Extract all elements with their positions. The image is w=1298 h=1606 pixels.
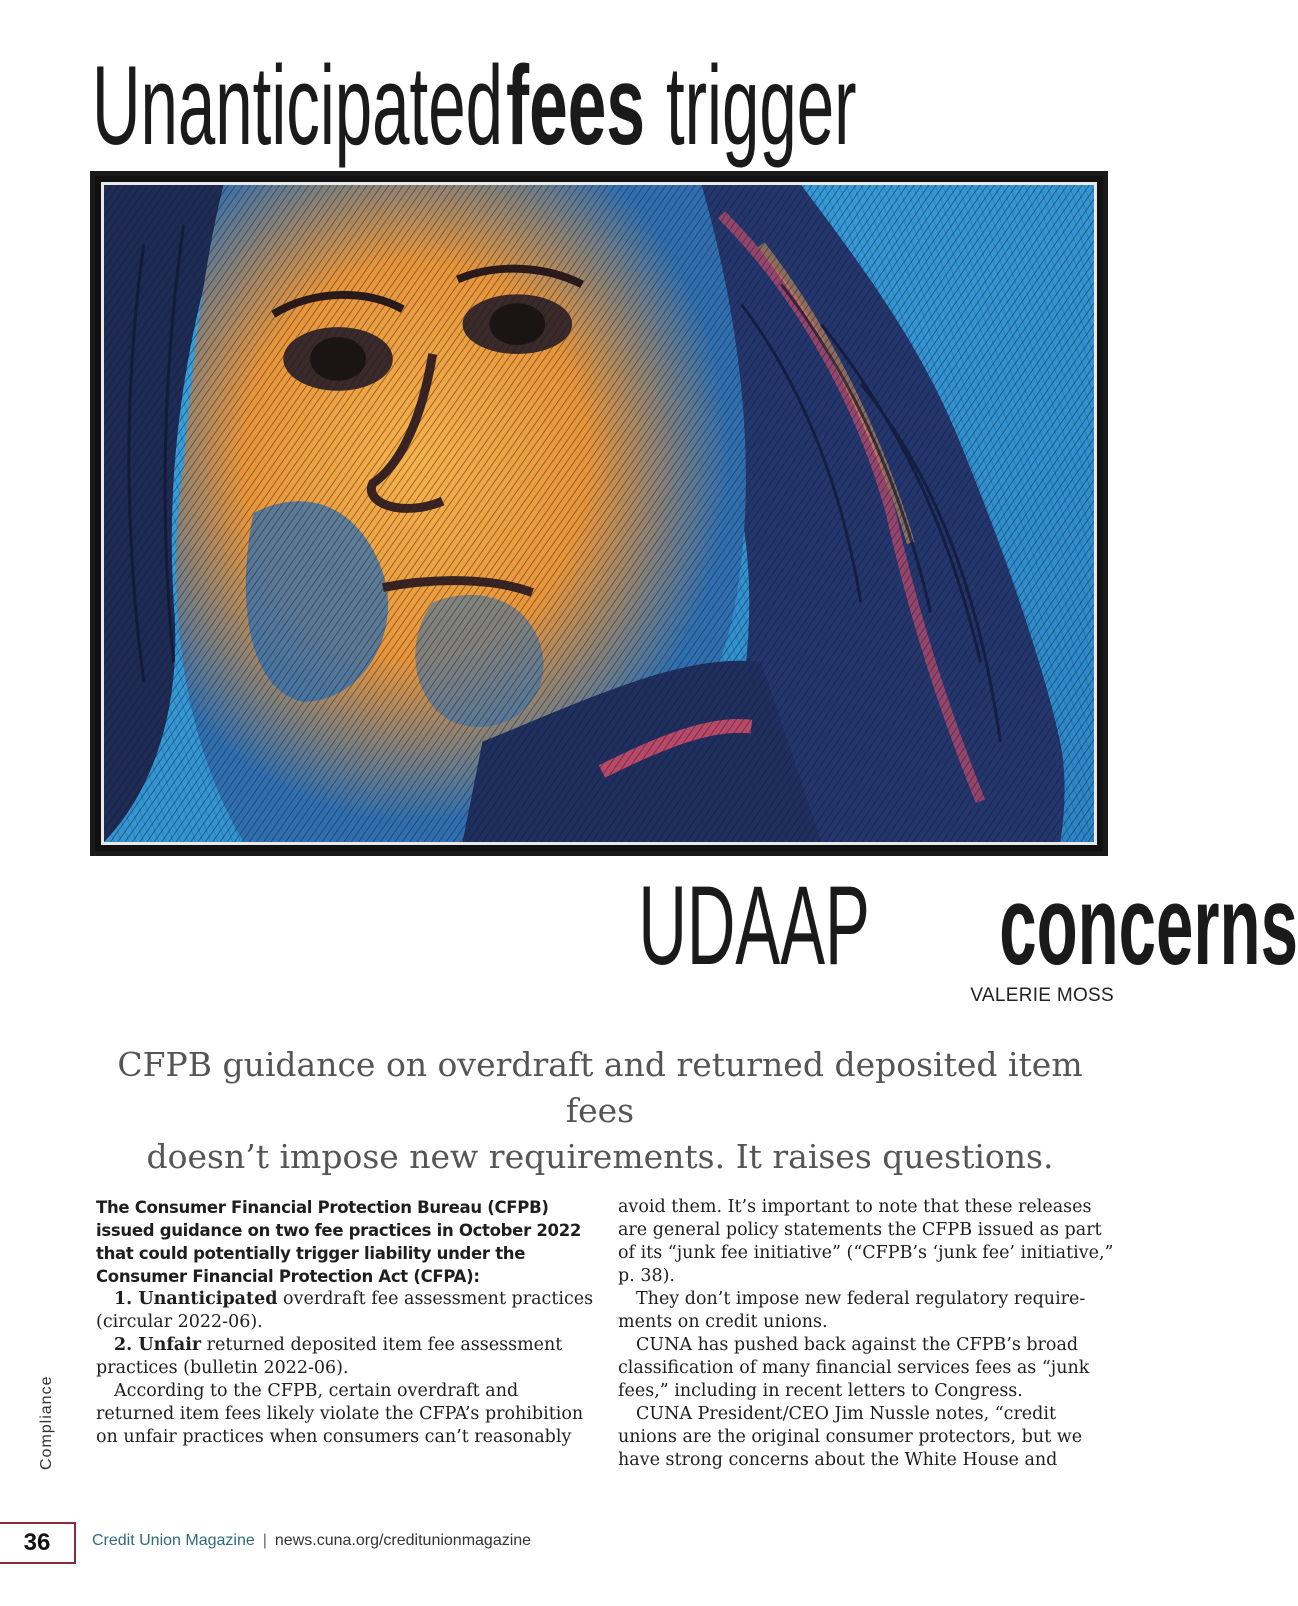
body-paragraph-right-3: CUNA has pushed back against the CFPB’s broad classification of many financial services fees as “junk fees,” including in recent letters to Congress. [618,1335,1090,1401]
intro-paragraph: The Consumer Financial Protection Bureau (CFPB) issued guidance on two fee practices in October 2022 that could potentially trigger liability under the Consumer Financial Protection Act (CFPA): [96,1198,582,1286]
hero-illustration-inner [101,182,1097,845]
body-paragraph-right-4: CUNA President/CEO Jim Nussle notes, “credit unions are the original consumer protectors, but we have strong concerns about the White House and [618,1404,1083,1470]
byline: VALERIE MOSS [970,985,1114,1006]
list-item-2 [96,1334,596,1380]
footer-magazine-name: Credit Union Magazine [92,1532,255,1549]
portrait-illustration [104,185,1094,842]
list-item-2-lead: 2. Unfair [114,1335,202,1355]
section-label: Compliance [38,1375,55,1470]
headline-bottom-word-bold: concerns [999,863,1298,988]
headline-top-word-1: Unanticipated [92,43,503,168]
body-paragraph-left: According to the CFPB, certain overdraft and returned item fees likely violate the CFPA’s prohibition on unfair practices when consumers can’t reasonably [96,1381,584,1447]
deck-line-2: doesn’t impose new requirements. It raises questions. [146,1137,1054,1176]
deck [80,1042,1120,1180]
body-column-left [96,1196,596,1449]
footer-separator: | [262,1532,267,1549]
headline-top-word-3: trigger [666,43,857,168]
list-item-1-lead: 1. Unanticipated [114,1289,278,1309]
headline-top [92,43,983,168]
footer-text [92,1532,531,1550]
deck-line-1: CFPB guidance on overdraft and returned deposited item fees [117,1045,1083,1130]
list-item-1-text: overdraft fee assessment practices (circular 2022-06). [96,1289,594,1332]
body-paragraph-right-1: avoid them. It’s important to note that these releases are general policy statements the CFPB issued as part of its “junk fee initiative” (“CFPB’s ‘junk fee’ initiative,” p. 38). [618,1197,1114,1286]
headline-top-word-bold: fees [506,43,645,168]
list-item-1 [96,1288,596,1334]
list-item-2-text: returned deposited item fee assessment practices (bulletin 2022-06). [96,1335,563,1378]
hero-illustration [90,171,1108,856]
headline-bottom-word-1: UDAAP [638,863,871,988]
page-number: 36 [0,1522,76,1564]
footer-url[interactable]: news.cuna.org/creditunionmagazine [274,1532,532,1549]
page-footer [0,1522,1200,1572]
body-column-right [618,1196,1116,1472]
headline-bottom [484,863,1298,988]
body-paragraph-right-2: They don’t impose new federal regulatory requirements on credit unions. [618,1289,1086,1332]
